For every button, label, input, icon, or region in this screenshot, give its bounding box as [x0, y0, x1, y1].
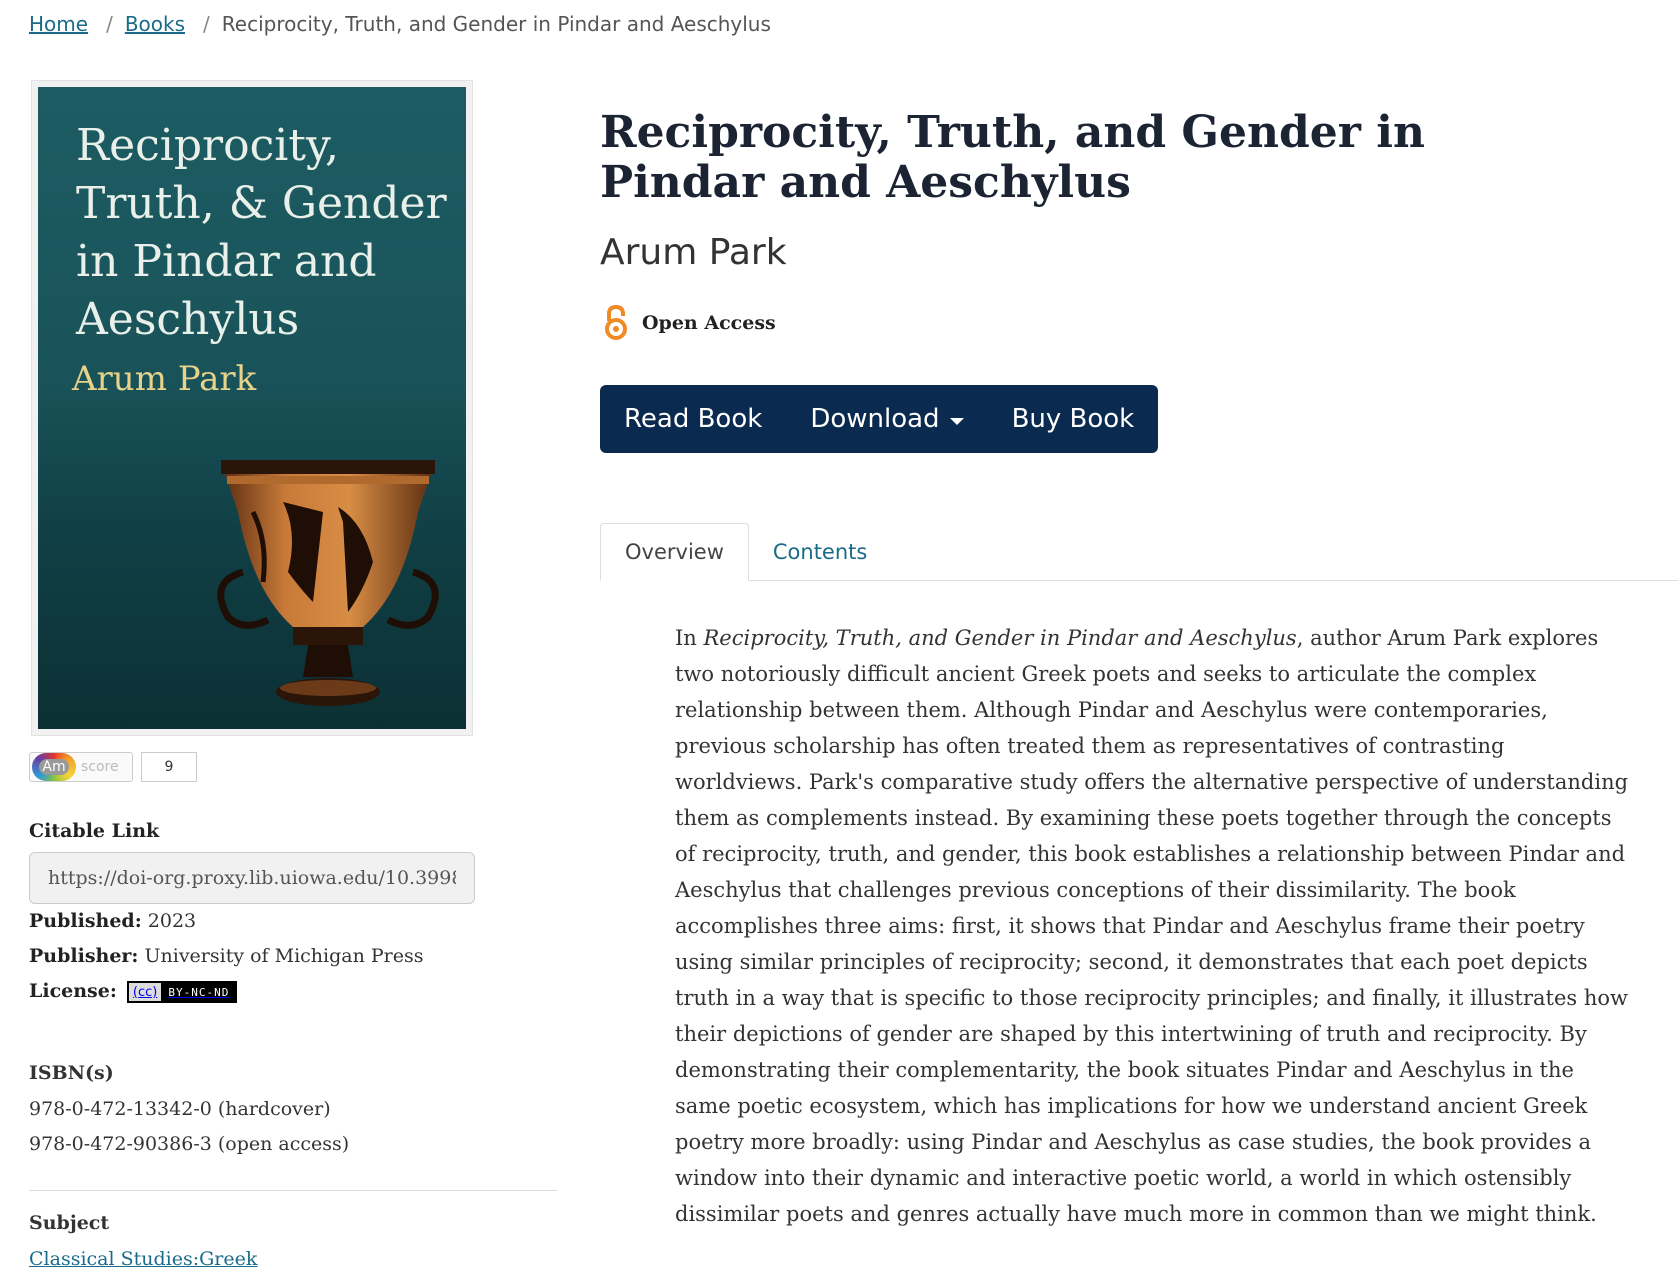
published-label: Published:	[29, 910, 142, 932]
altmetric-logo-text: Am	[39, 759, 68, 775]
tab-overview[interactable]: Overview	[600, 523, 749, 581]
breadcrumb-current: Reciprocity, Truth, and Gender in Pindar and Aeschylus	[221, 12, 771, 36]
breadcrumb-separator: /	[106, 12, 113, 36]
subject-label: Subject	[29, 1212, 110, 1234]
license-label: License:	[29, 980, 117, 1002]
read-book-button[interactable]: Read Book	[624, 404, 763, 434]
isbn-label: ISBN(s)	[29, 1062, 114, 1084]
breadcrumb	[29, 8, 771, 40]
open-access-indicator	[604, 305, 776, 341]
publisher-line	[29, 945, 424, 967]
publisher-label: Publisher:	[29, 945, 139, 967]
book-author: Arum Park	[600, 232, 787, 273]
tab-bar	[600, 523, 1678, 581]
section-divider	[29, 1190, 557, 1191]
subject-line	[29, 1248, 257, 1270]
altmetric-badge[interactable]	[29, 752, 197, 782]
published-line	[29, 910, 196, 932]
buy-book-button[interactable]: Buy Book	[1011, 404, 1135, 434]
book-cover-image	[38, 87, 466, 729]
overview-body: , author Arum Park explores two notoriously difficult ancient Greek poets and seeks to articulate the complex relationship between them. Although Pindar and Aeschylus were contemporaries, previous scholarship has often treated them as representatives of contrasting worldviews. Park's comparative study offers the alternative perspective of understanding them as complements instead. By examining these poets together through the concepts of reciprocity, truth, and gender, this book establishes a relationship between Pindar and Aeschylus that challenges previous conceptions of their dissimilarity. The book accomplishes three aims: first, it shows that Pindar and Aeschylus frame their poetry using similar principles of reciprocity; second, it demonstrates that each poet depicts truth in a way that is specific to those reciprocity principles; and finally, it illustrates how their depictions of gender are shaped by this intertwining of truth and reciprocity. By demonstrating their complementarity, the book situates Pindar and Aeschylus in the same poetic ecosystem, which has implications for how we understand ancient Greek poetry more broadly: using Pindar and Aeschylus as case studies, the book provides a window into their dynamic and interactive poetic world, a world in which ostensibly dissimilar poets and genres actually have much more in common than we might think.	[675, 626, 1629, 1226]
citable-link-input[interactable]	[29, 852, 475, 904]
book-actions	[600, 385, 1158, 453]
cover-author: Arum Park	[72, 359, 257, 399]
altmetric-score: 9	[141, 752, 197, 782]
download-label: Download	[810, 404, 940, 434]
subject-link[interactable]: Classical Studies:Greek	[29, 1248, 258, 1270]
breadcrumb-books-link[interactable]: Books	[124, 12, 186, 36]
citable-link-label: Citable Link	[29, 820, 160, 842]
breadcrumb-separator: /	[203, 12, 210, 36]
open-access-icon	[604, 305, 628, 341]
overview-title-italic: Reciprocity, Truth, and Gender in Pindar and Aeschylus	[703, 626, 1297, 650]
altmetric-logo-box	[29, 752, 133, 782]
open-access-label: Open Access	[642, 312, 776, 334]
overview-text	[675, 620, 1635, 1232]
book-title: Reciprocity, Truth, and Gender in Pindar and Aeschylus	[600, 107, 1425, 208]
cc-license-terms: BY-NC-ND	[162, 983, 235, 1001]
breadcrumb-home-link[interactable]: Home	[29, 12, 89, 36]
license-line	[29, 980, 237, 1003]
cc-license-badge[interactable]	[127, 981, 237, 1003]
altmetric-donut-icon	[32, 753, 76, 781]
vase-illustration	[213, 452, 443, 722]
book-cover-frame	[31, 80, 473, 736]
tab-contents[interactable]: Contents	[772, 540, 868, 564]
overview-intro: In	[675, 626, 704, 650]
isbn-hardcover: 978-0-472-13342-0 (hardcover)	[29, 1098, 331, 1120]
published-value: 2023	[147, 910, 197, 932]
altmetric-score-label: score	[81, 759, 119, 775]
cc-icon: (cc)	[129, 983, 162, 1001]
publisher-value: University of Michigan Press	[144, 945, 424, 967]
caret-down-icon	[950, 418, 964, 425]
isbn-open-access: 978-0-472-90386-3 (open access)	[29, 1133, 350, 1155]
download-button[interactable]	[810, 404, 963, 434]
cover-title: Reciprocity, Truth, & Gender in Pindar and Aeschylus	[76, 120, 447, 345]
